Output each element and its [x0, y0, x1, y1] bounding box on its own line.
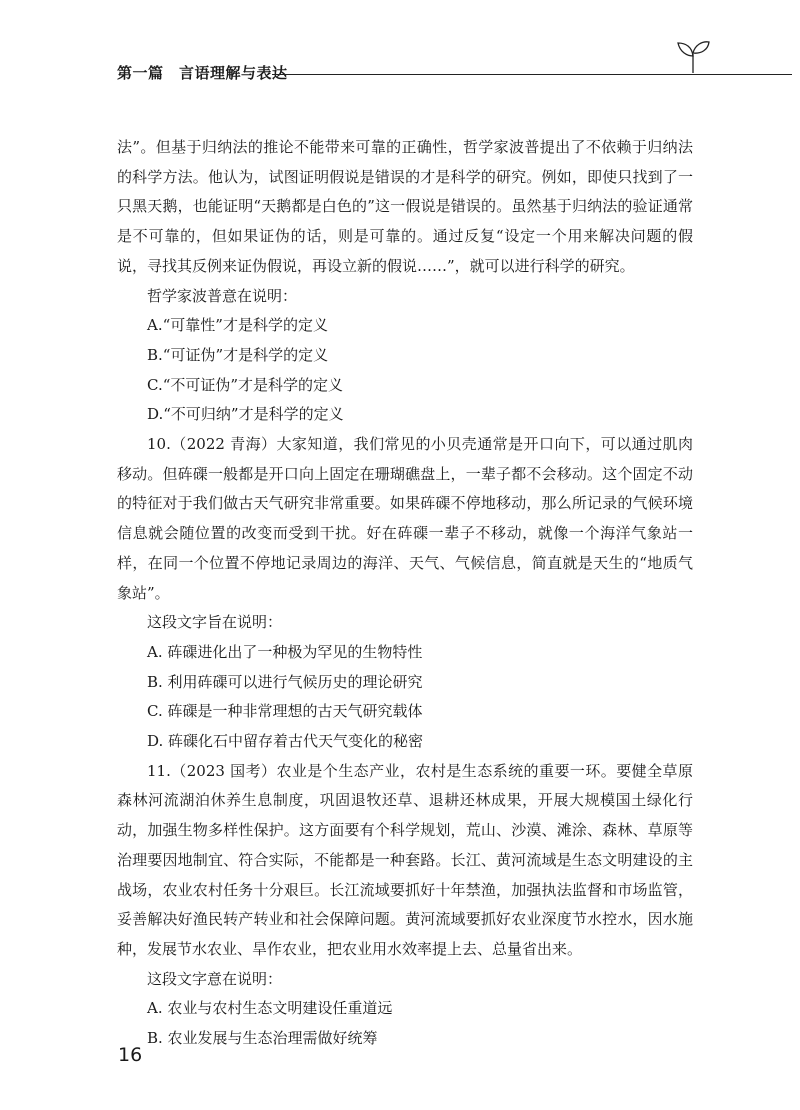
continuation-paragraph: 法”。但基于归纳法的推论不能带来可靠的正确性，哲学家波普提出了不依赖于归纳法的科学方法。他认为，试图证明假说是错误的才是科学的研究。例如，即使只找到了一只黑天鹅，也能证明“天鹅都是白色的”这一假说是错误的。虽然基于归纳法的验证通常是不可靠的，但如果证伪的话，则是可靠的。通过反复“设定一个用来解决问题的假说，寻找其反例来证伪假说，再设立新的假说……”，就可以进行科学的研究。	[117, 138, 693, 275]
page-body	[117, 133, 693, 1054]
q11-prompt: 这段文字意在说明：	[147, 969, 283, 988]
page-number: 16	[118, 1044, 143, 1066]
q9-option-b: B.“可证伪”才是科学的定义	[147, 345, 329, 364]
q11-option-b: B. 农业发展与生态治理需做好统筹	[147, 1029, 378, 1048]
q9-option-d: D.“不可归纳”才是科学的定义	[147, 405, 344, 424]
header-rule	[272, 74, 792, 75]
q10-option-b: B. 利用砗磲可以进行气候历史的理论研究	[147, 672, 423, 691]
q9-prompt: 哲学家波普意在说明：	[147, 286, 298, 305]
sprout-icon	[675, 40, 711, 74]
q9-option-a: A.“可靠性”才是科学的定义	[147, 316, 328, 335]
q10-option-c: C. 砗磲是一种非常理想的古天气研究载体	[147, 702, 423, 721]
q10-option-d: D. 砗磲化石中留存着古代天气变化的秘密	[147, 732, 424, 751]
q10-option-a: A. 砗磲进化出了一种极为罕见的生物特性	[147, 642, 423, 661]
q11-option-a: A. 农业与农村生态文明建设任重道远	[147, 999, 393, 1018]
q9-option-c: C.“不可证伪”才是科学的定义	[147, 375, 344, 394]
q10-stem: 10.（2022 青海）大家知道，我们常见的小贝壳通常是开口向下，可以通过肌肉移动。但砗磲一般都是开口向上固定在珊瑚礁盘上，一辈子都不会移动。这个固定不动的特征对于我们做古天气研究非常重要。如果砗磲不停地移动，那么所记录的气候环境信息就会随位置的改变而受到干扰。好在砗磲一辈子不移动，就像一个海洋气象站一样，在同一个位置不停地记录周边的海洋、天气、气候信息，简直就是天生的“地质气象站”。	[117, 435, 693, 602]
running-header	[117, 62, 717, 92]
q11-stem: 11.（2023 国考）农业是个生态产业，农村是生态系统的重要一环。要健全草原森林河流湖泊休养生息制度，巩固退牧还草、退耕还林成果，开展大规模国土绿化行动，加强生物多样性保护。这方面要有个科学规划，荒山、沙漠、滩涂、森林、草原等治理要因地制宜、符合实际，不能都是一种套路。长江、黄河流域是生态文明建设的主战场，农业农村任务十分艰巨。长江流域要抓好十年禁渔，加强执法监督和市场监管，妥善解决好渔民转产转业和社会保障问题。黄河流域要抓好农业深度节水控水，因水施种，发展节水农业、旱作农业，把农业用水效率提上去、总量省出来。	[117, 761, 693, 958]
q10-prompt: 这段文字旨在说明：	[147, 613, 283, 632]
chapter-title: 第一篇 言语理解与表达	[117, 64, 288, 82]
